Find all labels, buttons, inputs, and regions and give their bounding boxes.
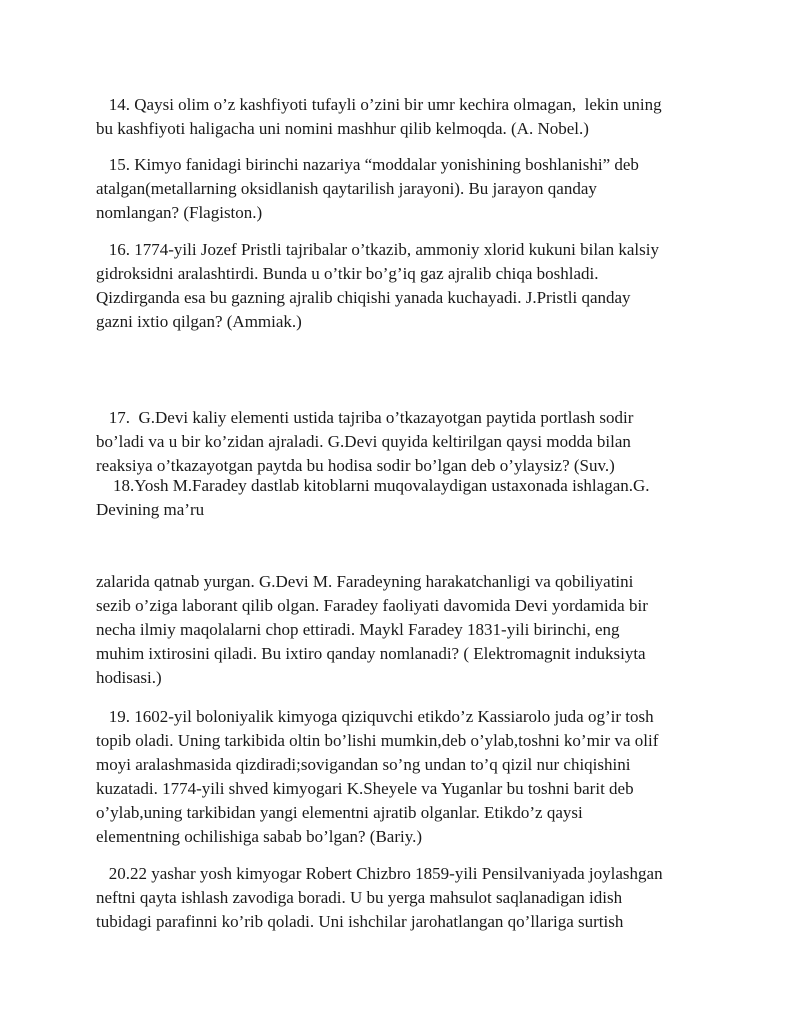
question-15: 15. Kimyo fanidagi birinchi nazariya “moddalar yonishining boshlanishi” deb atalgan(metallarning oksidlanish qaytarilish jarayoni). Bu jarayon qanday nomlangan? (Flagiston.) [96, 155, 639, 222]
question-19: 19. 1602-yil boloniyalik kimyoga qiziquvchi etikdo’z Kassiarolo juda og’ir tosh topib oladi. Uning tarkibida oltin bo’lishi mumkin,deb o’ylab,toshni ko’mir va olif moyi aralashmasida qizdiradi;sovigandan so’ng undan to’q qizil nur chiqishini kuzatadi. 1774-yili shved kimyogari K.Sheyele va Yuganlar bu toshni barit deb o’ylab,uning tarkibidan yangi elementni ajratib olganlar. Etikdo’z qaysi elementning ochilishiga sabab bo’lgan? (Bariy.) [96, 707, 659, 846]
question-16: 16. 1774-yili Jozef Pristli tajribalar o’tkazib, ammoniy xlorid kukuni bilan kalsiy gidroksidni aralashtirdi. Bunda u o’tkir bo’g’iq gaz ajralib chiqa boshladi. Qizdirganda esa bu gazning ajralib chiqishi yanada kuchayadi. J.Pristli qanday gazni ixtio qilgan? (Ammiak.) [96, 240, 659, 331]
question-18: 18.Yosh M.Faradey dastlab kitoblarni muqovalaydigan ustaxonada ishlagan.G. Devining ma’ru [96, 476, 650, 519]
question-17: 17. G.Devi kaliy elementi ustida tajriba o’tkazayotgan paytida portlash sodir bo’ladi va u bir ko’zidan ajraladi. G.Devi quyida keltirilgan qaysi modda bilan reaksiya o’tkazayotgan paytda bu hodisa sodir bo’lgan deb o’ylaysiz? (Suv.) [96, 408, 634, 475]
question-14: 14. Qaysi olim o’z kashfiyoti tufayli o’zini bir umr kechira olmagan, lekin uning bu kashfiyoti haligacha uni nomini mashhur qilib kelmoqda. (A. Nobel.) [96, 95, 662, 138]
question-18-continued: zalarida qatnab yurgan. G.Devi M. Faradeyning harakatchanligi va qobiliyatini sezib o’ziga laborant qilib olgan. Faradey faoliyati davomida Devi yordamida bir necha ilmiy maqolalarni chop ettiradi. Maykl Faradey 1831-yili birinchi, eng muhim ixtirosini qiladi. Bu ixtiro qanday nomlanadi? ( Elektromagnit induksiyta hodisasi.) [96, 572, 648, 687]
question-20: 20.22 yashar yosh kimyogar Robert Chizbro 1859-yili Pensilvaniyada joylashgan neftni qayta ishlash zavodiga boradi. U bu yerga mahsulot saqlanadigan idish tubidagi parafinni ko’rib qoladi. Uni ishchilar jarohatlangan qo’llariga surtish [96, 864, 663, 931]
